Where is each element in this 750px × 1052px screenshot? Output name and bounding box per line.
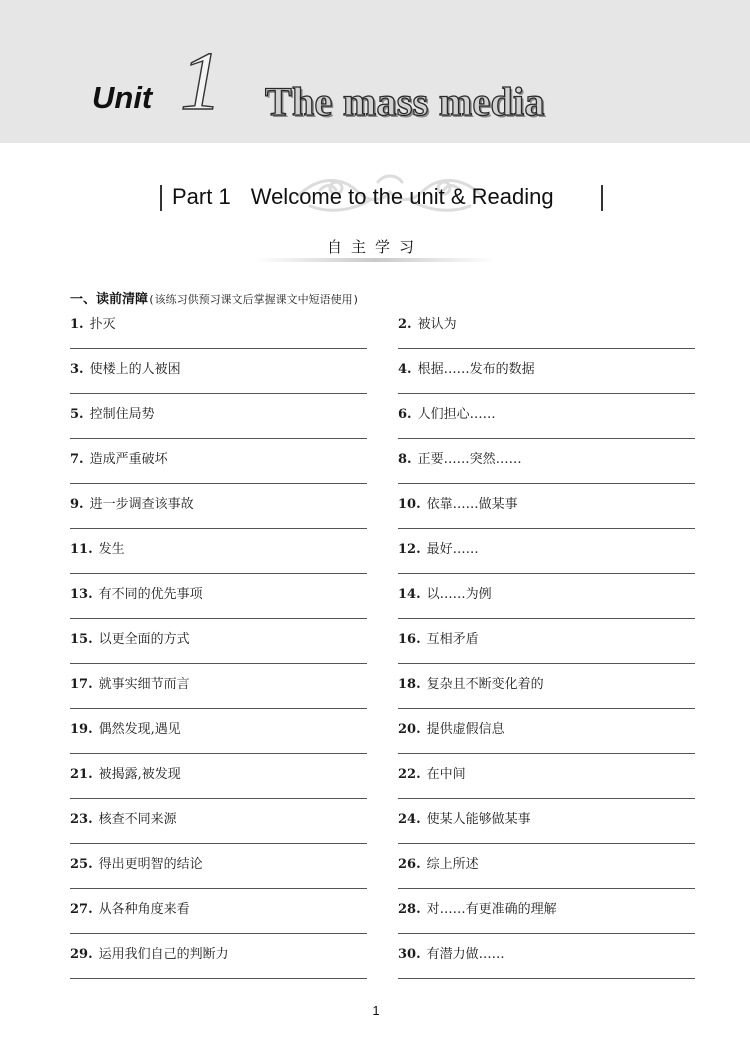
item-text: 以更全面的方式 (98, 632, 190, 647)
item-text: 有潜力做…… (426, 947, 505, 962)
vocab-prompt (70, 358, 181, 377)
item-number: 6. (398, 407, 412, 422)
vocab-prompt (70, 763, 181, 782)
item-number: 26. (398, 857, 421, 872)
vocab-item (70, 625, 367, 670)
item-row (70, 715, 695, 760)
item-row (70, 625, 695, 670)
item-text: 最好…… (426, 542, 479, 557)
item-row (70, 805, 695, 850)
item-number: 7. (70, 452, 84, 467)
vocab-prompt (70, 583, 203, 602)
vocab-prompt (70, 448, 168, 467)
part-left-bar (160, 185, 162, 211)
part-heading (172, 184, 554, 210)
item-number: 3. (70, 362, 84, 377)
item-number: 12. (398, 542, 421, 557)
answer-line[interactable] (70, 573, 367, 574)
vocab-prompt (398, 448, 522, 467)
item-number: 17. (70, 677, 93, 692)
item-number: 14. (398, 587, 421, 602)
answer-line[interactable] (70, 438, 367, 439)
vocab-prompt (398, 673, 544, 692)
item-row (70, 535, 695, 580)
vocab-item (398, 580, 695, 625)
answer-line[interactable] (398, 753, 695, 754)
item-text: 控制住局势 (89, 407, 155, 422)
answer-line[interactable] (70, 843, 367, 844)
vocab-prompt (398, 403, 496, 422)
item-text: 被揭露,被发现 (98, 767, 181, 782)
answer-line[interactable] (70, 663, 367, 664)
answer-line[interactable] (398, 708, 695, 709)
vocab-prompt (70, 943, 229, 962)
answer-line[interactable] (70, 708, 367, 709)
item-text: 发生 (98, 542, 125, 557)
vocab-item (70, 895, 367, 940)
answer-line[interactable] (70, 888, 367, 889)
answer-line[interactable] (70, 528, 367, 529)
vocab-item (70, 940, 367, 985)
item-number: 11. (70, 542, 93, 557)
vocab-prompt (70, 628, 190, 647)
vocab-prompt (398, 898, 557, 917)
vocab-item (398, 805, 695, 850)
item-number: 4. (398, 362, 412, 377)
section-label: 自主学习 (326, 238, 423, 256)
item-row (70, 580, 695, 625)
item-text: 有不同的优先事项 (98, 587, 203, 602)
item-number: 28. (398, 902, 421, 917)
item-row (70, 850, 695, 895)
vocab-item (398, 625, 695, 670)
item-number: 18. (398, 677, 421, 692)
answer-line[interactable] (398, 843, 695, 844)
item-text: 得出更明智的结论 (98, 857, 203, 872)
item-text: 对……有更准确的理解 (426, 902, 557, 917)
section-underline (255, 258, 495, 262)
item-text: 进一步调查该事故 (89, 497, 194, 512)
vocab-prompt (398, 628, 479, 647)
vocab-prompt (70, 538, 125, 557)
vocab-prompt (398, 808, 531, 827)
vocab-item (70, 400, 367, 445)
answer-line[interactable] (398, 348, 695, 349)
vocab-prompt (70, 493, 194, 512)
item-number: 10. (398, 497, 421, 512)
item-text: 人们担心…… (417, 407, 496, 422)
part-label: Part 1 (172, 184, 231, 209)
answer-line[interactable] (398, 663, 695, 664)
vocab-item (398, 535, 695, 580)
item-text: 互相矛盾 (426, 632, 479, 647)
vocab-item (398, 895, 695, 940)
item-text: 提供虚假信息 (426, 722, 505, 737)
unit-number: 1 (180, 35, 222, 128)
part-right-bar (601, 185, 603, 211)
vocab-prompt (70, 673, 190, 692)
vocab-item (398, 310, 695, 355)
answer-line[interactable] (70, 753, 367, 754)
vocab-item (70, 760, 367, 805)
answer-line[interactable] (398, 573, 695, 574)
vocab-item (70, 715, 367, 760)
item-number: 22. (398, 767, 421, 782)
answer-line[interactable] (70, 978, 367, 979)
exercise-note: (该练习供预习课文后掌握课文中短语使用) (148, 293, 360, 306)
answer-line[interactable] (398, 483, 695, 484)
page-number: 1 (372, 1003, 380, 1018)
answer-line[interactable] (398, 618, 695, 619)
vocab-prompt (70, 853, 203, 872)
item-number: 8. (398, 452, 412, 467)
answer-line[interactable] (398, 528, 695, 529)
item-number: 15. (70, 632, 93, 647)
vocab-item (398, 355, 695, 400)
vocab-item (70, 310, 367, 355)
item-text: 从各种角度来看 (98, 902, 190, 917)
item-text: 以……为例 (426, 587, 492, 602)
item-number: 19. (70, 722, 93, 737)
item-text: 复杂且不断变化着的 (426, 677, 544, 692)
vocab-item (70, 670, 367, 715)
vocab-item (398, 445, 695, 490)
vocab-item (398, 400, 695, 445)
vocab-prompt (398, 313, 457, 332)
answer-line[interactable] (70, 483, 367, 484)
item-number: 20. (398, 722, 421, 737)
answer-line[interactable] (70, 393, 367, 394)
vocab-prompt (70, 403, 155, 422)
item-text: 在中间 (426, 767, 466, 782)
item-text: 被认为 (417, 317, 457, 332)
vocab-item (70, 805, 367, 850)
unit-title: The mass media (265, 79, 545, 124)
item-number: 29. (70, 947, 93, 962)
item-number: 9. (70, 497, 84, 512)
item-row (70, 445, 695, 490)
item-row (70, 940, 695, 985)
vocab-item (70, 580, 367, 625)
exercise-title: 一、读前清障 (70, 292, 149, 307)
vocabulary-list (70, 310, 695, 985)
item-row (70, 670, 695, 715)
answer-line[interactable] (70, 798, 367, 799)
item-number: 16. (398, 632, 421, 647)
answer-line[interactable] (398, 888, 695, 889)
part-title: Welcome to the unit & Reading (250, 184, 554, 209)
item-text: 就事实细节而言 (98, 677, 190, 692)
unit-label: Unit (92, 80, 153, 115)
vocab-prompt (398, 718, 505, 737)
vocab-item (70, 850, 367, 895)
item-number: 21. (70, 767, 93, 782)
vocab-item (398, 490, 695, 535)
item-number: 2. (398, 317, 412, 332)
answer-line[interactable] (398, 393, 695, 394)
item-text: 使某人能够做某事 (426, 812, 531, 827)
item-text: 根据……发布的数据 (417, 362, 535, 377)
item-text: 偶然发现,遇见 (98, 722, 181, 737)
exercise-heading (70, 288, 359, 307)
item-text: 扑灭 (89, 317, 116, 332)
item-text: 运用我们自己的判断力 (98, 947, 229, 962)
vocab-item (398, 940, 695, 985)
item-number: 5. (70, 407, 84, 422)
vocab-prompt (398, 538, 479, 557)
answer-line[interactable] (398, 978, 695, 979)
vocab-item (70, 535, 367, 580)
vocab-prompt (398, 853, 479, 872)
item-text: 综上所述 (426, 857, 479, 872)
item-number: 23. (70, 812, 93, 827)
vocab-item (398, 670, 695, 715)
vocab-item (70, 490, 367, 535)
item-row (70, 760, 695, 805)
item-row (70, 895, 695, 940)
item-text: 依靠……做某事 (426, 497, 518, 512)
answer-line[interactable] (70, 348, 367, 349)
answer-line[interactable] (398, 438, 695, 439)
vocab-item (70, 445, 367, 490)
vocab-item (398, 850, 695, 895)
answer-line[interactable] (398, 933, 695, 934)
item-row (70, 400, 695, 445)
vocab-prompt (70, 808, 177, 827)
answer-line[interactable] (70, 933, 367, 934)
item-text: 造成严重破坏 (89, 452, 168, 467)
item-row (70, 355, 695, 400)
item-text: 使楼上的人被困 (89, 362, 181, 377)
vocab-item (398, 715, 695, 760)
item-number: 30. (398, 947, 421, 962)
item-number: 13. (70, 587, 93, 602)
vocab-prompt (70, 718, 181, 737)
vocab-item (398, 760, 695, 805)
vocab-prompt (398, 358, 535, 377)
vocab-prompt (398, 493, 518, 512)
vocab-prompt (398, 943, 505, 962)
vocab-item (70, 355, 367, 400)
item-row (70, 310, 695, 355)
item-number: 1. (70, 317, 84, 332)
vocab-prompt (398, 583, 492, 602)
item-number: 27. (70, 902, 93, 917)
item-text: 正要……突然…… (417, 452, 522, 467)
answer-line[interactable] (70, 618, 367, 619)
item-row (70, 490, 695, 535)
vocab-prompt (398, 763, 466, 782)
item-text: 核查不同来源 (98, 812, 177, 827)
answer-line[interactable] (398, 798, 695, 799)
item-number: 24. (398, 812, 421, 827)
item-number: 25. (70, 857, 93, 872)
vocab-prompt (70, 313, 116, 332)
vocab-prompt (70, 898, 190, 917)
